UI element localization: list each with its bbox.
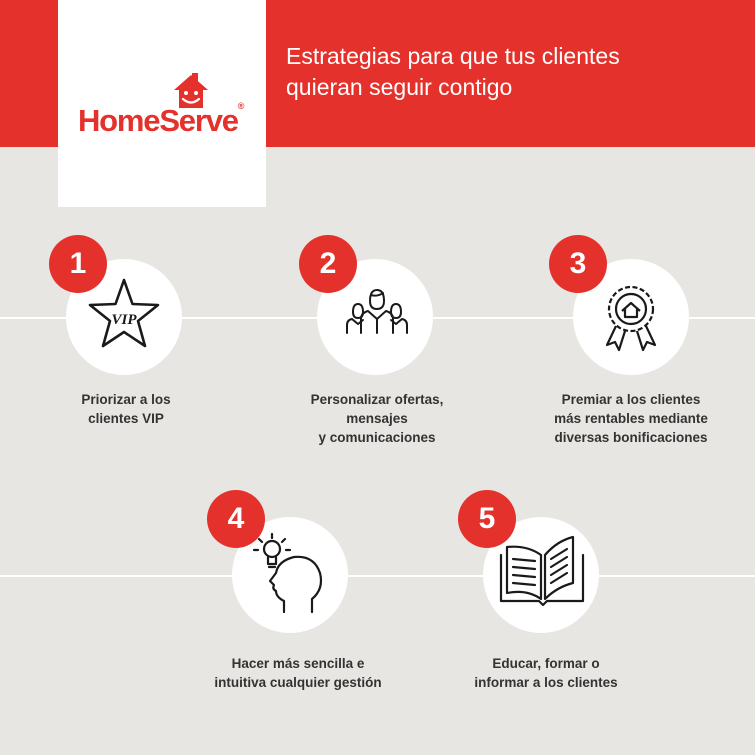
caption-line: Personalizar ofertas, <box>310 392 444 407</box>
caption-line: Hacer más sencilla e <box>231 656 365 671</box>
connector-line <box>0 575 755 577</box>
step-4-caption <box>193 654 403 692</box>
caption-line: Priorizar a los <box>81 392 171 407</box>
caption-line: mensajes <box>346 411 408 426</box>
brand-wordmark: HomeServe® <box>78 101 245 138</box>
title-line: Estrategias para que tus clientes <box>286 43 620 69</box>
step-1-number: 1 <box>49 235 107 293</box>
title-line: quieran seguir contigo <box>286 74 513 100</box>
step-2-caption <box>272 390 482 447</box>
logo <box>58 0 266 207</box>
caption-line: Premiar a los clientes <box>561 392 701 407</box>
step-3-number: 3 <box>549 235 607 293</box>
caption-line: Educar, formar o <box>492 656 600 671</box>
caption-line: informar a los clientes <box>474 675 618 690</box>
caption-line: clientes VIP <box>88 411 164 426</box>
caption-line: diversas bonificaciones <box>554 430 708 445</box>
caption-line: más rentables mediante <box>554 411 708 426</box>
step-1-caption <box>21 390 231 428</box>
caption-line: intuitiva cualquier gestión <box>214 675 382 690</box>
step-4-number: 4 <box>207 490 265 548</box>
svg-text:VIP: VIP <box>111 312 137 328</box>
step-2-number: 2 <box>299 235 357 293</box>
step-5-number: 5 <box>458 490 516 548</box>
page-title <box>286 41 620 103</box>
step-5-caption <box>441 654 651 692</box>
step-3-caption <box>526 390 736 447</box>
caption-line: y comunicaciones <box>318 430 436 445</box>
